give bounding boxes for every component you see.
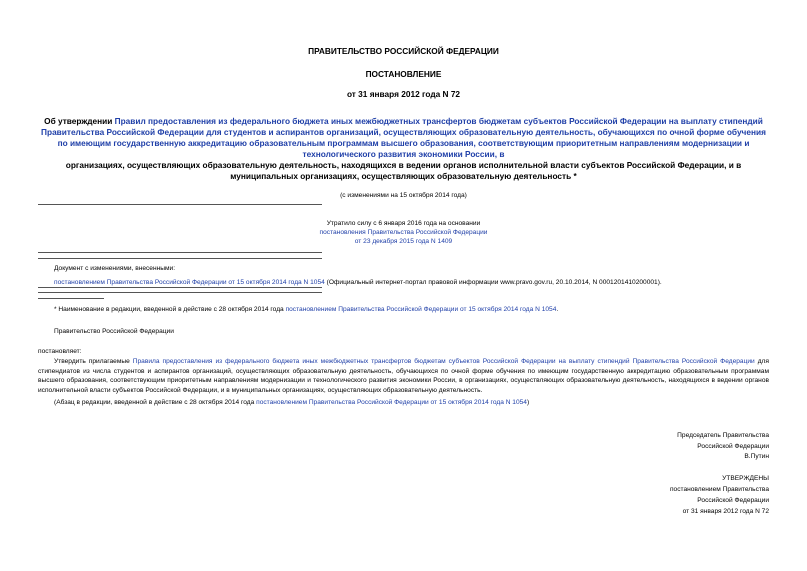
changes-block: [54, 264, 784, 287]
footnote: [54, 305, 784, 314]
footnote-link[interactable]: постановлением Правительства Российской Федерации от 15 октября 2014 года N 1054: [285, 306, 557, 313]
approve-link[interactable]: Правила предоставления из федерального бюджета иных межбюджетных трансфертов бюджетам субъектов Российской Федерации на выплату стипендий Правительства Российской Федерации: [132, 358, 755, 365]
document-date: от 31 января 2012 года N 72: [346, 89, 461, 99]
approved-heading: УТВЕРЖДЕНЫ: [722, 475, 769, 482]
expired-note: [0, 219, 807, 246]
changes-link[interactable]: постановлением Правительства Российской Федерации от 15 октября 2014 года N 1054: [54, 279, 325, 286]
divider: [38, 258, 322, 259]
footnote-divider: [38, 298, 104, 299]
expired-link-2[interactable]: от 23 декабря 2015 года N 1409: [354, 238, 453, 245]
government-line: Правительство Российской Федерации: [54, 328, 174, 335]
abzac-end: ): [526, 399, 530, 406]
approve-paragraph: [38, 357, 769, 395]
amended-note: (с изменениями на 15 октября 2014 года): [340, 192, 467, 199]
document-type: ПОСТАНОВЛЕНИЕ: [365, 69, 442, 79]
approved-block: [670, 473, 769, 517]
title-rest: организациях, осуществляющих образовательную деятельность, находящихся в ведении органов исполнительной власти субъектов Российской Федерации, и в муниципальных организациях, осуществляющих образовательную деятельность *: [65, 160, 742, 181]
footnote-text: * Наименование в редакции, введенной в действие с 28 октября 2014 года: [54, 306, 286, 313]
government-heading: ПРАВИТЕЛЬСТВО РОССИЙСКОЙ ФЕДЕРАЦИИ: [308, 46, 499, 56]
approve-prefix: Утвердить прилагаемые: [54, 358, 133, 365]
expired-line: Утратило силу с 6 января 2016 года на основании: [326, 220, 481, 227]
divider: [38, 252, 322, 253]
signature-title: Председатель Правительства: [677, 432, 769, 439]
approve-rest: для стипендиатов из числа студентов и аспирантов организаций, осуществляющих образовательную деятельность, обучающихся по очной форме обучения по имеющим государственную аккредитацию образовательным программам высшего образования, соответствующим приоритетным направлениям модернизации и технологического развития экономики России, в организациях, осуществляющих образовательную деятельность, находящихся в ведении органов исполнительной власти субъектов Российской Федерации, и в муниципальных организациях, осуществляющих образовательную деятельность.: [38, 358, 769, 394]
abzac-prefix: (Абзац в редакции, введенной в действие с 28 октября 2014 года: [54, 399, 257, 406]
abzac-link[interactable]: постановлением Правительства Российской Федерации от 15 октября 2014 года N 1054: [256, 399, 527, 406]
signature-country: Российской Федерации: [697, 442, 769, 450]
approved-line-4: от 31 января 2012 года N 72: [682, 508, 769, 515]
divider: [38, 287, 322, 288]
footnote-end: .: [556, 306, 559, 313]
decides-line: постановляет:: [38, 348, 82, 355]
signature-name: В.Путин: [744, 453, 769, 460]
approved-line-2: постановлением Правительства: [669, 486, 769, 493]
document-title: [38, 116, 769, 182]
changes-label: Документ с изменениями, внесенными:: [54, 265, 176, 272]
title-link[interactable]: Правил предоставления из федерального бюджета иных межбюджетных трансфертов бюджетам субъектов Российской Федерации на выплату стипендий Правительства Российской Федерации для студентов и аспирантов организаций, осуществляющих образовательную деятельность, обучающихся по очной форме обучения по имеющим государственную аккредитацию образовательным программам высшего образования, соответствующим приоритетным направлениям модернизации и технологического развития экономики России, в: [41, 116, 766, 159]
changes-source: (Официальный интернет-портал правовой информации www.pravo.gov.ru, 20.10.2014, N 0001201410200001).: [324, 279, 662, 286]
divider: [38, 292, 322, 293]
approved-line-3: Российской Федерации: [697, 497, 769, 504]
signature-block: [677, 431, 769, 463]
divider: [38, 204, 322, 205]
expired-link-1[interactable]: постановления Правительства Российской Федерации: [319, 229, 488, 236]
abzac-note: [54, 398, 784, 407]
title-prefix: Об утверждении: [44, 116, 115, 126]
